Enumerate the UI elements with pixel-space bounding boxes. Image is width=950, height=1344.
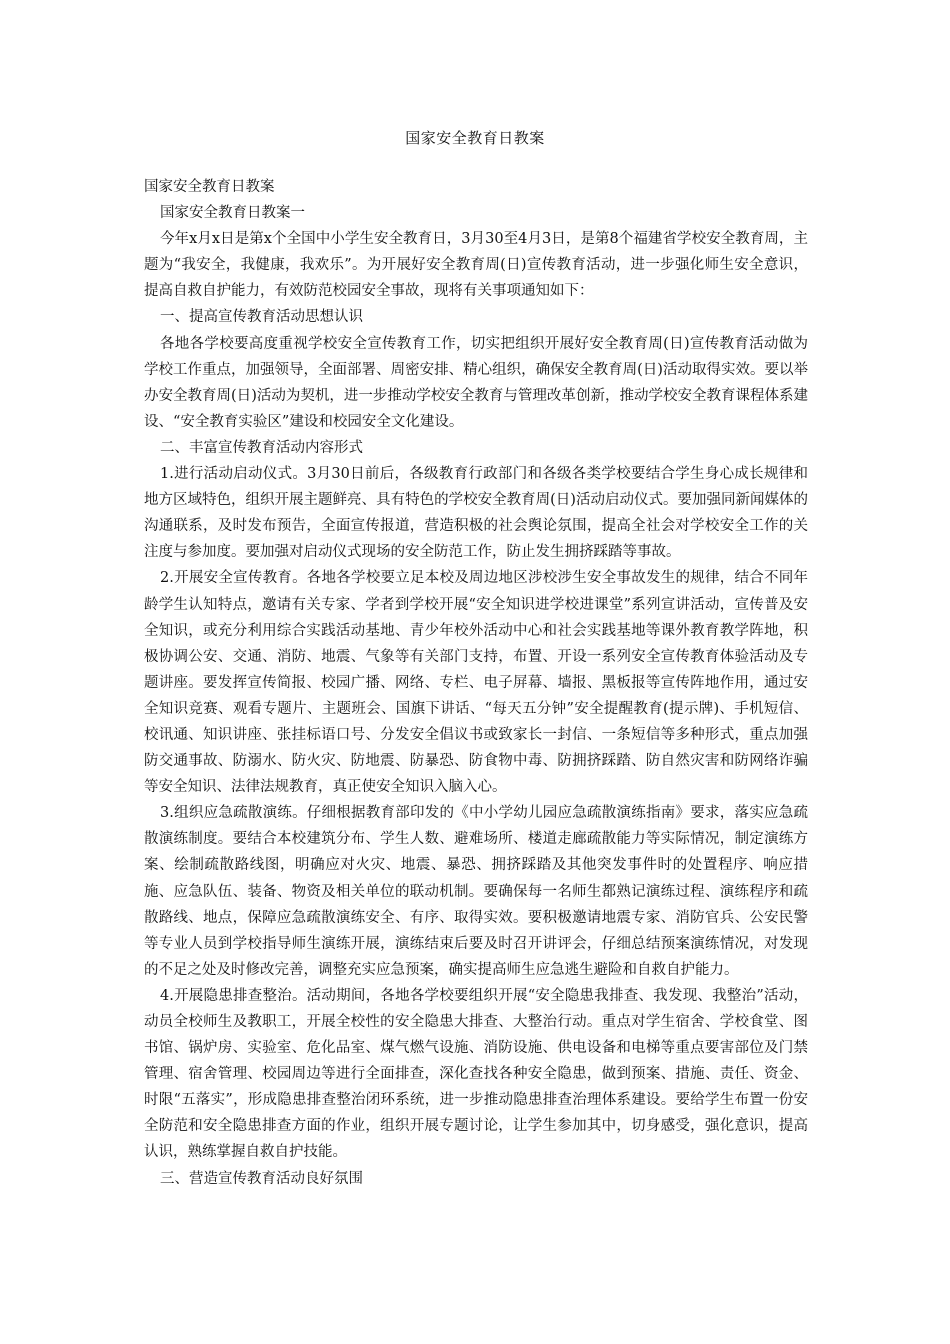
section-title: 国家安全教育日教案一 — [160, 205, 305, 222]
document-title: 国家安全教育日教案 — [405, 129, 545, 147]
paragraph-item-1: 1.进行活动启动仪式。3月30日前后，各级教育行政部门和各级各类学校要结合学生身心成长规律和地方区域特色，组织开展主题鲜亮、具有特色的学校安全教育周(日)活动启动仪式。要加强同新闻媒体的沟通联系，及时发布预告，全面宣传报道，营造积极的社会舆论氛围，提高全社会对学校安全工作的关注度与参加度。要加强对启动仪式现场的安全防范工作，防止发生拥挤踩踏等事故。 — [144, 466, 808, 561]
paragraph-section-1: 各地各学校要高度重视学校安全宣传教育工作，切实把组织开展好安全教育周(日)宣传教育活动做为学校工作重点，加强领导，全面部署、周密安排、精心组织，确保安全教育周(日)活动取得实效。要以举办安全教育周(日)活动为契机，进一步推动学校安全教育与管理改革创新，推动学校安全教育课程体系建设、“安全教育实验区”建设和校园安全文化建设。 — [144, 335, 808, 430]
paragraph-intro: 今年x月x日是第x个全国中小学生安全教育日，3月30至4月3日，是第8个福建省学校安全教育周，主题为“我安全，我健康，我欢乐”。为开展好安全教育周(日)宣传教育活动，进一步强化师生安全意识，提高自救自护能力，有效防范校园安全事故，现将有关事项通知如下： — [144, 231, 808, 300]
document-body — [144, 174, 808, 1192]
paragraph-item-2: 2.开展安全宣传教育。各地各学校要立足本校及周边地区涉校涉生安全事故发生的规律，结合不同年龄学生认知特点，邀请有关专家、学者到学校开展“安全知识进学校进课堂”系列宣讲活动，宣传普及安全知识，或充分利用综合实践活动基地、青少年校外活动中心和社会实践基地等课外教育教学阵地，积极协调公安、交通、消防、地震、气象等有关部门支持，布置、开设一系列安全宣传教育体验活动及专题讲座。要发挥宣传简报、校园广播、网络、专栏、电子屏幕、墙报、黑板报等宣传阵地作用，通过安全知识竞赛、观看专题片、主题班会、国旗下讲话、“每天五分钟”安全提醒教育(提示牌)、手机短信、校讯通、知识讲座、张挂标语口号、分发安全倡议书或致家长一封信、一条短信等多种形式，重点加强防交通事故、防溺水、防火灾、防地震、防暴恐、防食物中毒、防拥挤踩踏、防自然灾害和防网络诈骗等安全知识、法律法规教育，真正使安全知识入脑入心。 — [144, 570, 808, 796]
section-heading-3: 三、营造宣传教育活动良好氛围 — [160, 1170, 363, 1187]
paragraph-item-3: 3.组织应急疏散演练。仔细根据教育部印发的《中小学幼儿园应急疏散演练指南》要求，落实应急疏散演练制度。要结合本校建筑分布、学生人数、避难场所、楼道走廊疏散能力等实际情况，制定演练方案、绘制疏散路线图，明确应对火灾、地震、暴恐、拥挤踩踏及其他突发事件时的处置程序、响应措施、应急队伍、装备、物资及相关单位的联动机制。要确保每一名师生都熟记演练过程、演练程序和疏散路线、地点，保障应急疏散演练安全、有序、取得实效。要积极邀请地震专家、消防官兵、公安民警等专业人员到学校指导师生演练开展，演练结束后要及时召开讲评会，仔细总结预案演练情况，对发现的不足之处及时修改完善，调整充实应急预案，确实提高师生应急逃生避险和自救自护能力。 — [144, 805, 808, 978]
paragraph-item-4: 4.开展隐患排查整治。活动期间，各地各学校要组织开展“安全隐患我排查、我发现、我整治”活动，动员全校师生及教职工，开展全校性的安全隐患大排查、大整治行动。重点对学生宿舍、学校食堂、图书馆、锅炉房、实验室、危化品室、煤气燃气设施、消防设施、供电设备和电梯等重点要害部位及门禁管理、宿舍管理、校园周边等进行全面排查，深化查找各种安全隐患，做到预案、措施、责任、资金、时限“五落实”，形成隐患排查整治闭环系统，进一步推动隐患排查治理体系建设。要给学生布置一份安全防范和安全隐患排查方面的作业，组织开展专题讨论，让学生参加其中，切身感受，强化意识，提高认识，熟练掌握自救自护技能。 — [144, 987, 808, 1161]
body-heading: 国家安全教育日教案 — [144, 179, 275, 195]
section-heading-2: 二、丰富宣传教育活动内容形式 — [160, 439, 363, 456]
section-heading-1: 一、提高宣传教育活动思想认识 — [160, 309, 363, 326]
